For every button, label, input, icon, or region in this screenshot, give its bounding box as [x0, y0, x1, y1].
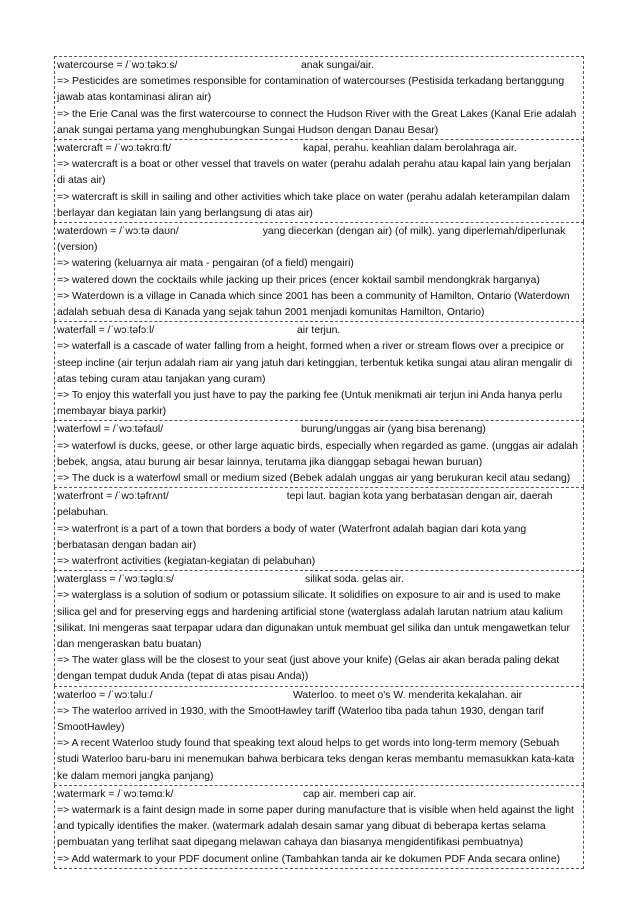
entry-term: waterfowl = /ˈwɔːtəfaʊl/ [57, 424, 164, 436]
example-line: => watercraft is skill in sailing and other activities which take place on water (perahu adalah keterampilan dalam berlayar dan kegiatan lain yang berlangsung di atas air) [57, 191, 570, 219]
example-line: => Add watermark to your PDF document online (Tambahkan tanda air ke dokumen PDF Anda secara online) [57, 853, 561, 865]
entry-head [57, 572, 581, 588]
entry-head [57, 787, 581, 803]
example-line: => Waterdown is a village in Canada which since 2001 has been a community of Hamilton, Ontario (Waterdown adalah sebuah desa di Kanada yang sejak tahun 2001 menjadi komunitas Hamilton, Ontario) [57, 290, 570, 319]
entry-head [57, 422, 581, 438]
example-line: => waterglass is a solution of sodium or potassium silicate. It solidifies on exposure to air and is used to make silica gel and for preserving eggs and hardening artificial stone (waterglass adalah larutan natrium atau kalium silikat. Ini mengeras saat terpapar udara dan digunakan untuk membuat gel silika dan untuk mengawetkan telur dan mengeraskan batu buatan) [57, 590, 570, 651]
example-line: => The waterloo arrived in 1930, with the SmootHawley tariff (Waterloo tiba pada tahun 1930, dengan tarif SmootHawley) [57, 705, 544, 734]
example-line: => the Erie Canal was the first watercourse to connect the Hudson River with the Great Lakes (Kanal Erie adalah anak sungai pertama yang menghubungkan Sungai Hudson dengan Danau Besar) [57, 108, 577, 136]
entry-head-wrapped [57, 224, 581, 256]
example-line: => watered down the cocktails while jacking up their prices (encer koktail sambil mendongkrak harganya) [57, 274, 540, 286]
example-line: => waterfall is a cascade of water falling from a height, formed when a river or stream flows over a precipice or steep incline (air terjun adalah riam air yang jatuh dari ketinggian, terbentuk ketika sungai atau aliran mengalir di atas tebing curam atau tanjakan yang curam) [57, 341, 573, 385]
entry-waterfall [54, 321, 584, 420]
entry-meaning: silikat soda. gelas air. [305, 574, 404, 586]
entry-meaning: anak sungai/air. [301, 60, 374, 71]
entry-term: waterglass = /ˈwɔːtəglɑːs/ [57, 574, 174, 586]
entry-term: waterdown = /ˈwɔːtə daʊn/ [57, 226, 179, 237]
entry-head-wrapped [57, 489, 581, 521]
entry-waterdown [54, 222, 584, 321]
entry-waterloo [54, 686, 584, 785]
example-line: => waterfront activities (kegiatan-kegiatan di pelabuhan) [57, 556, 316, 568]
entry-meaning: cap air. memberi cap air. [303, 788, 417, 800]
entry-meaning: burung/unggas air (yang bisa berenang) [301, 424, 486, 436]
entry-head [57, 58, 581, 74]
entry-term: waterfall = /ˈwɔːtəfɔːl/ [57, 325, 155, 337]
entry-head [57, 688, 581, 704]
dictionary-page [54, 56, 584, 869]
entry-watercourse [54, 56, 584, 139]
entry-watercraft [54, 139, 584, 222]
entry-meaning: air terjun. [297, 325, 341, 337]
entry-watermark [54, 785, 584, 869]
example-line: => watering (keluarnya air mata - pengairan (of a field) mengairi) [57, 258, 354, 270]
entry-meaning: yang diecerkan (dengan air) (of milk). yang diperlemah/diperlunak (version) [57, 226, 566, 254]
entry-head [57, 141, 581, 157]
entry-term: waterfront = /ˈwɔːtəfrʌnt/ [57, 491, 169, 503]
entry-waterfowl [54, 420, 584, 487]
example-line: => watercraft is a boat or other vessel that travels on water (perahu adalah perahu atau kapal lain yang berjalan di atas air) [57, 159, 571, 187]
example-line: => The water glass will be the closest to your seat (just above your knife) (Gelas air akan berada paling dekat dengan tempat duduk Anda (tepat di atas pisau Anda)) [57, 655, 560, 683]
example-line: => watermark is a faint design made in some paper during manufacture that is visible when held against the light and typically identifies the maker. (watermark adalah desain samar yang dibuat di beberapa kertas selama pembuatan yang terlihat saat dipegang melawan cahaya dan biasanya mengidentifikasi pembuatnya) [57, 805, 574, 849]
entry-waterglass [54, 570, 584, 685]
entry-waterfront [54, 487, 584, 570]
entry-meaning: tepi laut. bagian kota yang berbatasan dengan air, daerah pelabuhan. [57, 491, 553, 519]
entry-meaning: kapal, perahu. keahlian dalam berolahraga air. [303, 143, 517, 154]
example-line: => Pesticides are sometimes responsible for contamination of watercourses (Pestisida terkadang bertanggung jawab atas kontaminasi aliran air) [57, 76, 565, 104]
entry-head [57, 323, 581, 339]
example-line: => waterfront is a part of a town that borders a body of water (Waterfront adalah bagian dari kota yang berbatasan dengan badan air) [57, 523, 527, 551]
entry-term: waterloo = /ˈwɔːtəluː/ [57, 689, 153, 701]
example-line: => To enjoy this waterfall you just have to pay the parking fee (Untuk menikmati air terjun ini Anda hanya perlu membayar biaya parkir) [57, 390, 563, 418]
entry-meaning: Waterloo. to meet o's W. menderita kekalahan. air [293, 689, 523, 701]
example-line: => The duck is a waterfowl small or medium sized (Bebek adalah unggas air yang berukuran kecil atau sedang) [57, 473, 571, 485]
example-line: => waterfowl is ducks, geese, or other large aquatic birds, especially when regarded as game. (unggas air adalah bebek, angsa, atau burung air besar lainnya, terutama jika dianggap sebagai hewan buruan) [57, 440, 578, 468]
entry-term: watercourse = /ˈwɔːtəkɔːs/ [57, 60, 178, 71]
entry-term: watercraft = /ˈwɔːtəkrɑːft/ [57, 143, 172, 154]
example-line: => A recent Waterloo study found that speaking text aloud helps to get words into long-term memory (Sebuah studi Waterloo baru-baru ini menemukan bahwa berbicara teks dengan keras membantu memasukkan kata-kata ke dalam memori jangka panjang) [57, 738, 575, 782]
entry-term: watermark = /ˈwɔːtəmɑːk/ [57, 788, 174, 800]
